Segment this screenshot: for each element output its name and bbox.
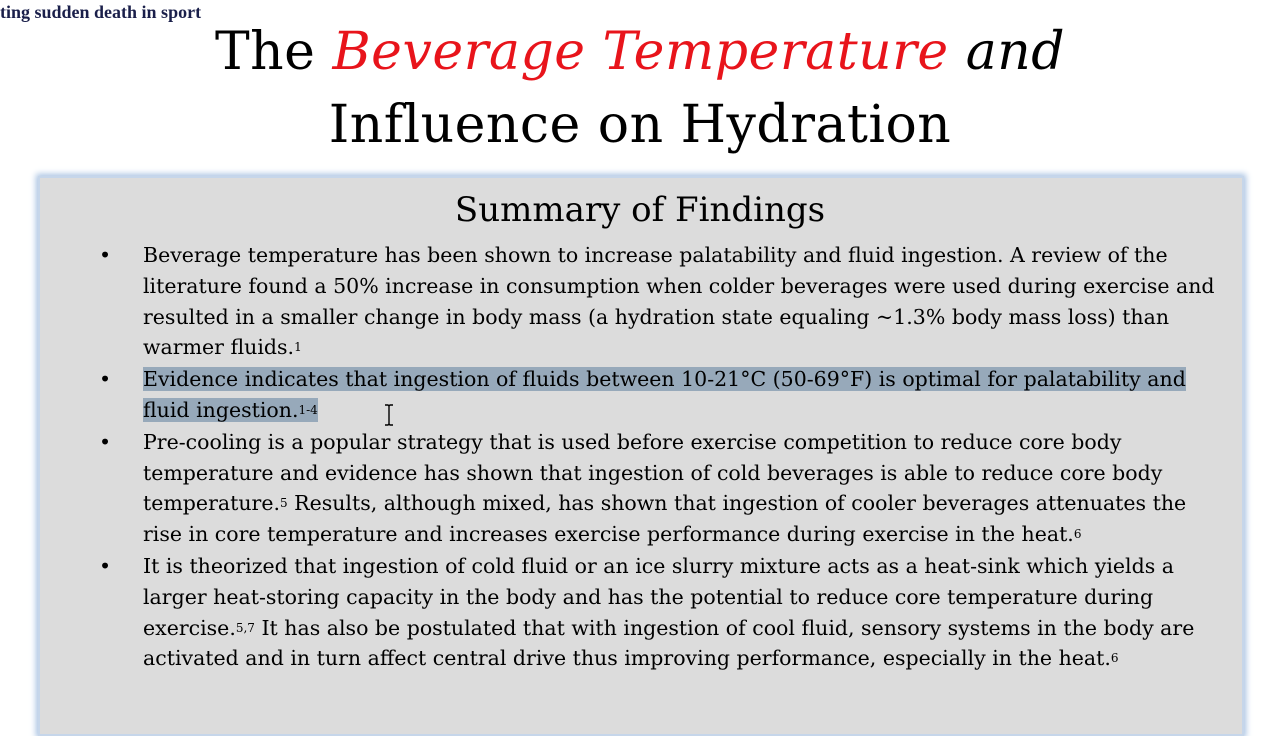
citation-ref: 1-4: [298, 402, 318, 417]
window-title-fragment: ting sudden death in sport: [0, 2, 202, 22]
bullet-text: Pre-cooling is a popular strategy that is used before exercise competition to reduce core body temperature and evidence has shown that ingestion of cold beverages is able to reduce core body temperature.: [143, 429, 1163, 516]
citation-ref: 5: [279, 496, 288, 511]
selected-text[interactable]: [143, 367, 1186, 422]
bullet-text-cont: Results, although mixed, has shown that ingestion of cooler beverages attenuates the rise in core temperature and increases exercise performance during exercise in the heat.: [143, 491, 1187, 547]
citation-ref: 1: [294, 340, 302, 355]
slide-title-line1: [0, 22, 1280, 82]
bullet-icon: •: [99, 553, 112, 578]
title-part-beverage-temperature: Beverage Temperature: [332, 22, 949, 82]
list-item[interactable]: [0, 240, 1218, 363]
findings-list: [0, 240, 1280, 675]
title-part-the: The: [214, 22, 333, 82]
list-item[interactable]: [0, 551, 1218, 674]
slide-title-line2: Influence on Hydration: [328, 95, 952, 155]
title-part-and: and: [948, 22, 1066, 82]
bullet-text: Evidence indicates that ingestion of fluids between 10-21°C (50-69°F) is optimal for palatability and fluid ingestion.: [143, 367, 1186, 422]
text-cursor-icon: [384, 404, 394, 426]
panel-title: Summary of Findings: [454, 190, 826, 230]
list-item[interactable]: [0, 427, 1218, 550]
citation-ref: 6: [1110, 651, 1119, 666]
bullet-text-cont: It has also be postulated that with ingestion of cool fluid, sensory systems in the body are activated and in turn affect central drive thus improving performance, especially in the heat.: [143, 615, 1195, 671]
bullet-icon: •: [99, 243, 112, 267]
list-item[interactable]: [0, 364, 1218, 426]
bullet-text: Beverage temperature has been shown to increase palatability and fluid ingestion. A review of the literature found a 50% increase in consumption when colder beverages were used during exercise and resulted in a smaller change in body mass (a hydration state equaling ~1.3% body mass loss) than warmer fluids.: [143, 243, 1215, 360]
bullet-icon: •: [99, 429, 112, 454]
citation-ref: 6: [1073, 527, 1082, 542]
bullet-text: It is theorized that ingestion of cold fluid or an ice slurry mixture acts as a heat-sink which yields a larger heat-storing capacity in the body and has the potential to reduce core temperature during exercise.: [143, 553, 1174, 640]
citation-ref: 5,7: [235, 620, 255, 635]
bullet-icon: •: [99, 367, 112, 392]
